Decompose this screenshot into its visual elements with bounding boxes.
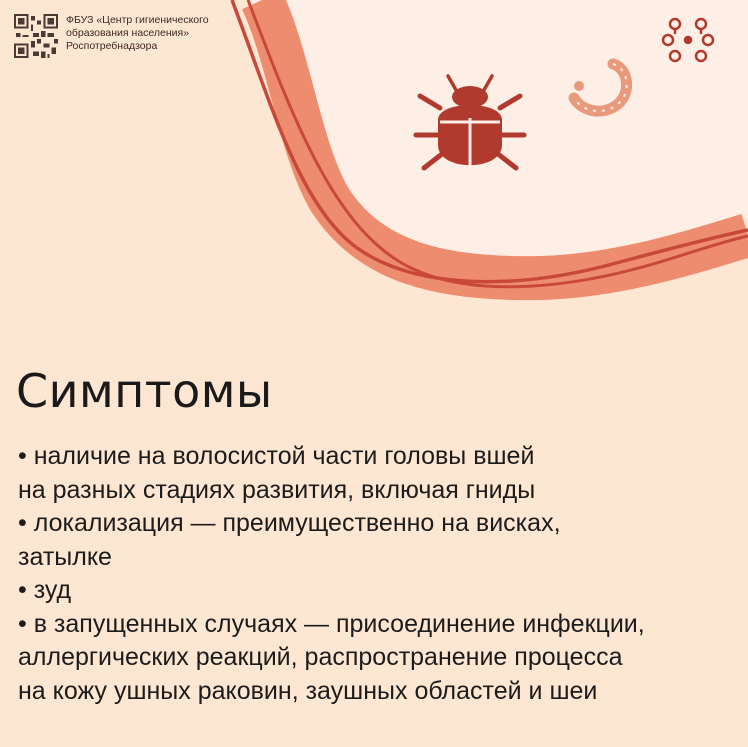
page-title: Симптомы (16, 364, 273, 418)
header (14, 14, 236, 58)
text-line: аллергических реакций, распространение процесса (18, 643, 623, 671)
symptoms-list (18, 440, 645, 708)
text-line: • наличие на волосистой части головы вшей (18, 442, 535, 470)
text-line: • зуд (18, 576, 72, 604)
text-line: • локализация — преимущественно на висках, (18, 509, 561, 537)
organization-name (66, 14, 236, 53)
org-line-2: образования населения» (66, 27, 190, 39)
qr-code-icon (14, 14, 58, 58)
org-line-1: ФБУЗ «Центр гигиенического (66, 14, 209, 26)
org-line-3: Роспотребнадзора (66, 40, 158, 52)
text-line: на разных стадиях развития, включая гниды (18, 475, 536, 504)
text-line: • в запущенных случаях — присоединение инфекции, (18, 609, 645, 638)
text-line: на кожу ушных раковин, заушных областей и шеи (18, 676, 598, 705)
text-line: затылке (18, 542, 112, 571)
